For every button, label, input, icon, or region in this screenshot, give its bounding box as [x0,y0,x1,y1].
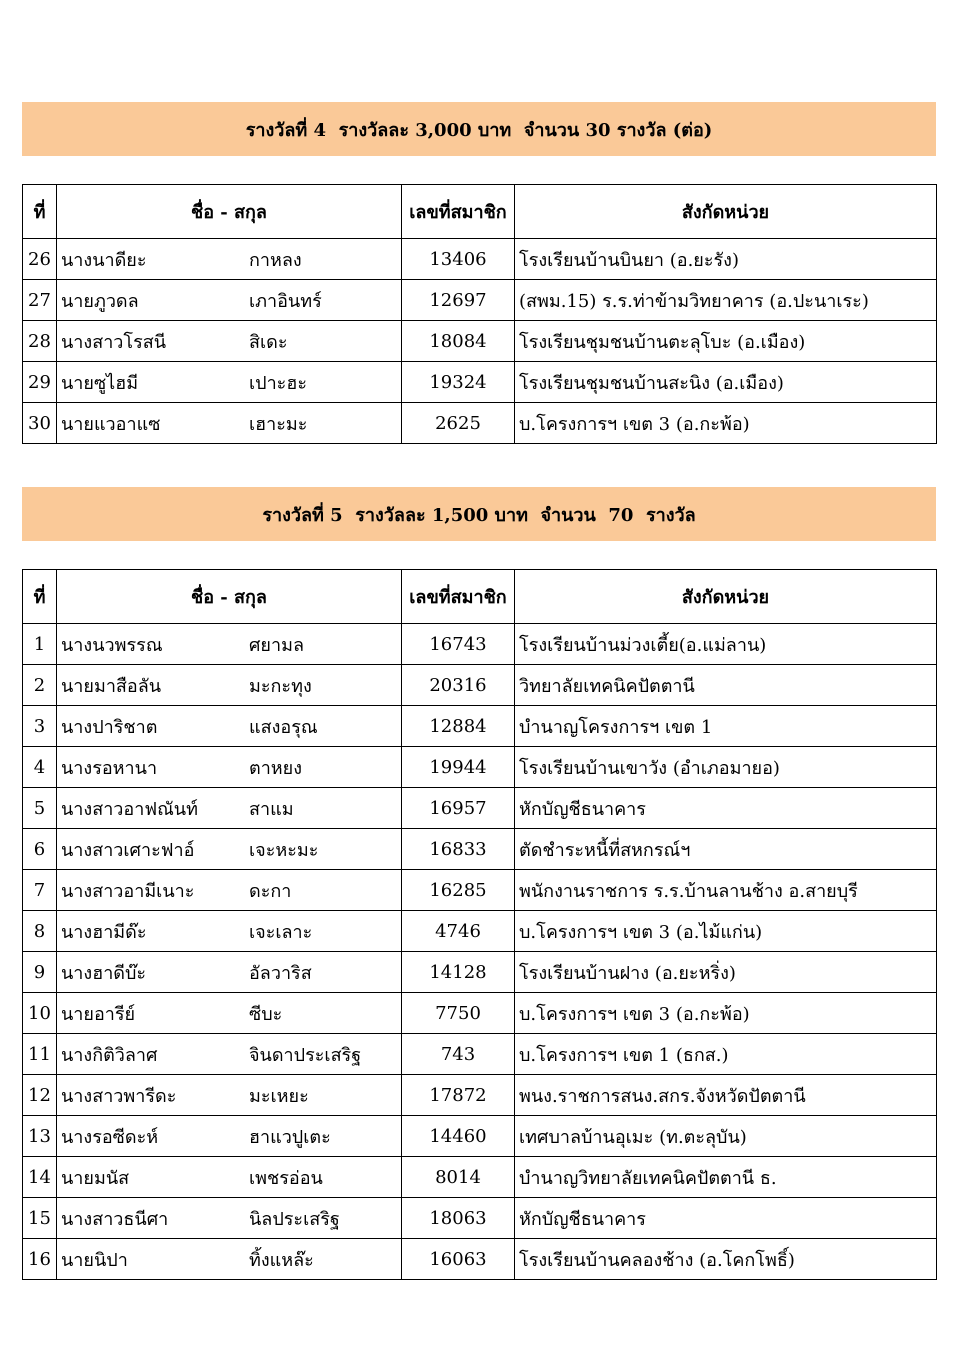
first-name: นางกิติวิลาศ [61,1044,158,1066]
member-name-cell [57,1239,402,1280]
award-4-banner [22,102,936,156]
unit-affiliation: ตัดชำระหนี้ที่สหกรณ์ฯ [515,829,937,870]
last-name: อัลวาริส [249,962,312,984]
member-name-cell [57,403,402,444]
first-name: นางรอหานา [61,757,158,779]
last-name: เจะเลาะ [249,921,313,943]
header-unit: สังกัดหน่วย [515,185,937,239]
last-name: เปาะฮะ [249,372,308,394]
header-unit: สังกัดหน่วย [515,570,937,624]
row-number: 5 [23,788,57,829]
member-number: 20316 [402,665,515,706]
row-number: 28 [23,321,57,362]
last-name: ดะกา [249,880,292,902]
last-name: จินดาประเสริฐ [249,1044,362,1066]
row-number: 1 [23,624,57,665]
table-row [23,911,937,952]
award-4-title: รางวัลที่ 4 รางวัลละ 3,000 บาท จำนวน 30 รางวัล (ต่อ) [245,119,713,141]
table-row [23,870,937,911]
last-name: ซีบะ [249,1003,283,1025]
row-number: 8 [23,911,57,952]
last-name: ศยามล [249,634,304,656]
first-name: นายมาสือลัน [61,675,162,697]
first-name: นางฮามีด๊ะ [61,921,147,943]
row-number: 9 [23,952,57,993]
table-row [23,665,937,706]
last-name: ทิ้งแหล๊ะ [249,1249,314,1271]
unit-affiliation: โรงเรียนบ้านคลองช้าง (อ.โคกโพธิ์) [515,1239,937,1280]
unit-affiliation: เทศบาลบ้านอุเมะ (ท.ตะลุบัน) [515,1116,937,1157]
member-number: 12884 [402,706,515,747]
header-member: เลขที่สมาชิก [402,185,515,239]
unit-affiliation: บ.โครงการฯ เขต 3 (อ.กะพ้อ) [515,993,937,1034]
last-name: แสงอรุณ [249,716,318,738]
unit-affiliation: โรงเรียนบ้านบินยา (อ.ยะรัง) [515,239,937,280]
first-name: นางสาวอามีเนาะ [61,880,195,902]
first-name: นายนิปา [61,1249,128,1271]
unit-affiliation: วิทยาลัยเทคนิคปัตตานี [515,665,937,706]
member-name-cell [57,1075,402,1116]
unit-affiliation: บ.โครงการฯ เขต 1 (ธกส.) [515,1034,937,1075]
unit-affiliation: บ.โครงการฯ เขต 3 (อ.กะพ้อ) [515,403,937,444]
member-number: 2625 [402,403,515,444]
row-number: 15 [23,1198,57,1239]
last-name: เฮาะมะ [249,413,308,435]
member-name-cell [57,747,402,788]
unit-affiliation: บำนาญวิทยาลัยเทคนิคปัตตานี ธ. [515,1157,937,1198]
member-name-cell [57,362,402,403]
last-name: สาแม [249,798,294,820]
table-header-row [23,185,937,239]
last-name: เจะหะมะ [249,839,319,861]
member-name-cell [57,788,402,829]
first-name: นายมนัส [61,1167,130,1189]
member-number: 16957 [402,788,515,829]
first-name: นางนวพรรณ [61,634,163,656]
row-number: 3 [23,706,57,747]
member-number: 19944 [402,747,515,788]
first-name: นายอารีย์ [61,1003,136,1025]
member-name-cell [57,870,402,911]
row-number: 16 [23,1239,57,1280]
first-name: นายซูไฮมี [61,372,139,394]
unit-affiliation: หักบัญชีธนาคาร [515,1198,937,1239]
last-name: ฮาแวปูเตะ [249,1126,331,1148]
member-name-cell [57,952,402,993]
unit-affiliation: พนักงานราชการ ร.ร.บ้านลานช้าง อ.สายบุรี [515,870,937,911]
row-number: 10 [23,993,57,1034]
table-row [23,624,937,665]
last-name: มะเหยะ [249,1085,309,1107]
member-name-cell [57,239,402,280]
member-name-cell [57,1116,402,1157]
row-number: 13 [23,1116,57,1157]
member-number: 13406 [402,239,515,280]
member-number: 16743 [402,624,515,665]
member-number: 14128 [402,952,515,993]
unit-affiliation: โรงเรียนบ้านม่วงเตี้ย(อ.แม่ลาน) [515,624,937,665]
table-row [23,1034,937,1075]
table-row [23,280,937,321]
member-name-cell [57,280,402,321]
row-number: 7 [23,870,57,911]
table-row [23,788,937,829]
unit-affiliation: โรงเรียนชุมชนบ้านสะนิง (อ.เมือง) [515,362,937,403]
last-name: กาหลง [249,249,302,271]
header-name: ชื่อ - สกุล [57,570,402,624]
unit-affiliation: พนง.ราชการสนง.สกร.จังหวัดปัตตานี [515,1075,937,1116]
first-name: นางสาวอาฟณันท์ [61,798,198,820]
last-name: สิเดะ [249,331,288,353]
row-number: 29 [23,362,57,403]
row-number: 26 [23,239,57,280]
member-number: 4746 [402,911,515,952]
member-name-cell [57,1157,402,1198]
award-5-table [22,569,937,1280]
member-name-cell [57,993,402,1034]
table-header-row [23,570,937,624]
unit-affiliation: บำนาญโครงการฯ เขต 1 [515,706,937,747]
table-row [23,1239,937,1280]
table-row [23,239,937,280]
last-name: มะกะทุง [249,675,312,697]
member-number: 743 [402,1034,515,1075]
member-number: 8014 [402,1157,515,1198]
member-name-cell [57,706,402,747]
row-number: 14 [23,1157,57,1198]
last-name: ตาหยง [249,757,302,779]
first-name: นางฮาดีบ๊ะ [61,962,147,984]
table-row [23,1157,937,1198]
member-number: 16063 [402,1239,515,1280]
unit-affiliation: หักบัญชีธนาคาร [515,788,937,829]
first-name: นายภูวดล [61,290,139,312]
award-5-title: รางวัลที่ 5 รางวัลละ 1,500 บาท จำนวน 70 รางวัล [262,504,696,526]
row-number: 6 [23,829,57,870]
unit-affiliation: (สพม.15) ร.ร.ท่าข้ามวิทยาคาร (อ.ปะนาเระ) [515,280,937,321]
award-5-banner [22,487,936,541]
member-number: 19324 [402,362,515,403]
member-name-cell [57,1198,402,1239]
first-name: นางสาวโรสนี [61,331,167,353]
table-row [23,403,937,444]
last-name: เพชรอ่อน [249,1167,323,1189]
member-name-cell [57,321,402,362]
member-number: 18063 [402,1198,515,1239]
table-row [23,952,937,993]
member-name-cell [57,624,402,665]
header-name: ชื่อ - สกุล [57,185,402,239]
header-no: ที่ [23,185,57,239]
first-name: นางสาวเศาะฟาอ์ [61,839,195,861]
member-name-cell [57,829,402,870]
row-number: 30 [23,403,57,444]
member-number: 16833 [402,829,515,870]
table-row [23,993,937,1034]
table-row [23,1075,937,1116]
row-number: 12 [23,1075,57,1116]
row-number: 4 [23,747,57,788]
table-row [23,829,937,870]
last-name: เภาอินทร์ [249,290,322,312]
table-row [23,362,937,403]
header-member: เลขที่สมาชิก [402,570,515,624]
first-name: นางสาวพารีดะ [61,1085,177,1107]
member-name-cell [57,665,402,706]
first-name: นายแวอาแซ [61,413,161,435]
table-row [23,1116,937,1157]
member-number: 18084 [402,321,515,362]
first-name: นางรอซีดะห์ [61,1126,159,1148]
member-name-cell [57,1034,402,1075]
member-number: 17872 [402,1075,515,1116]
table-row [23,747,937,788]
unit-affiliation: โรงเรียนชุมชนบ้านตะลุโบะ (อ.เมือง) [515,321,937,362]
last-name: นิลประเสริฐ [249,1208,340,1230]
unit-affiliation: โรงเรียนบ้านฝาง (อ.ยะหริ่ง) [515,952,937,993]
table-row [23,321,937,362]
unit-affiliation: โรงเรียนบ้านเขาวัง (อำเภอมายอ) [515,747,937,788]
unit-affiliation: บ.โครงการฯ เขต 3 (อ.ไม้แก่น) [515,911,937,952]
row-number: 2 [23,665,57,706]
member-number: 7750 [402,993,515,1034]
member-name-cell [57,911,402,952]
header-no: ที่ [23,570,57,624]
first-name: นางปาริชาต [61,716,158,738]
table-row [23,706,937,747]
member-number: 12697 [402,280,515,321]
first-name: นางนาดียะ [61,249,147,271]
member-number: 14460 [402,1116,515,1157]
award-4-table [22,184,937,444]
table-row [23,1198,937,1239]
row-number: 11 [23,1034,57,1075]
row-number: 27 [23,280,57,321]
member-number: 16285 [402,870,515,911]
first-name: นางสาวธนีศา [61,1208,169,1230]
